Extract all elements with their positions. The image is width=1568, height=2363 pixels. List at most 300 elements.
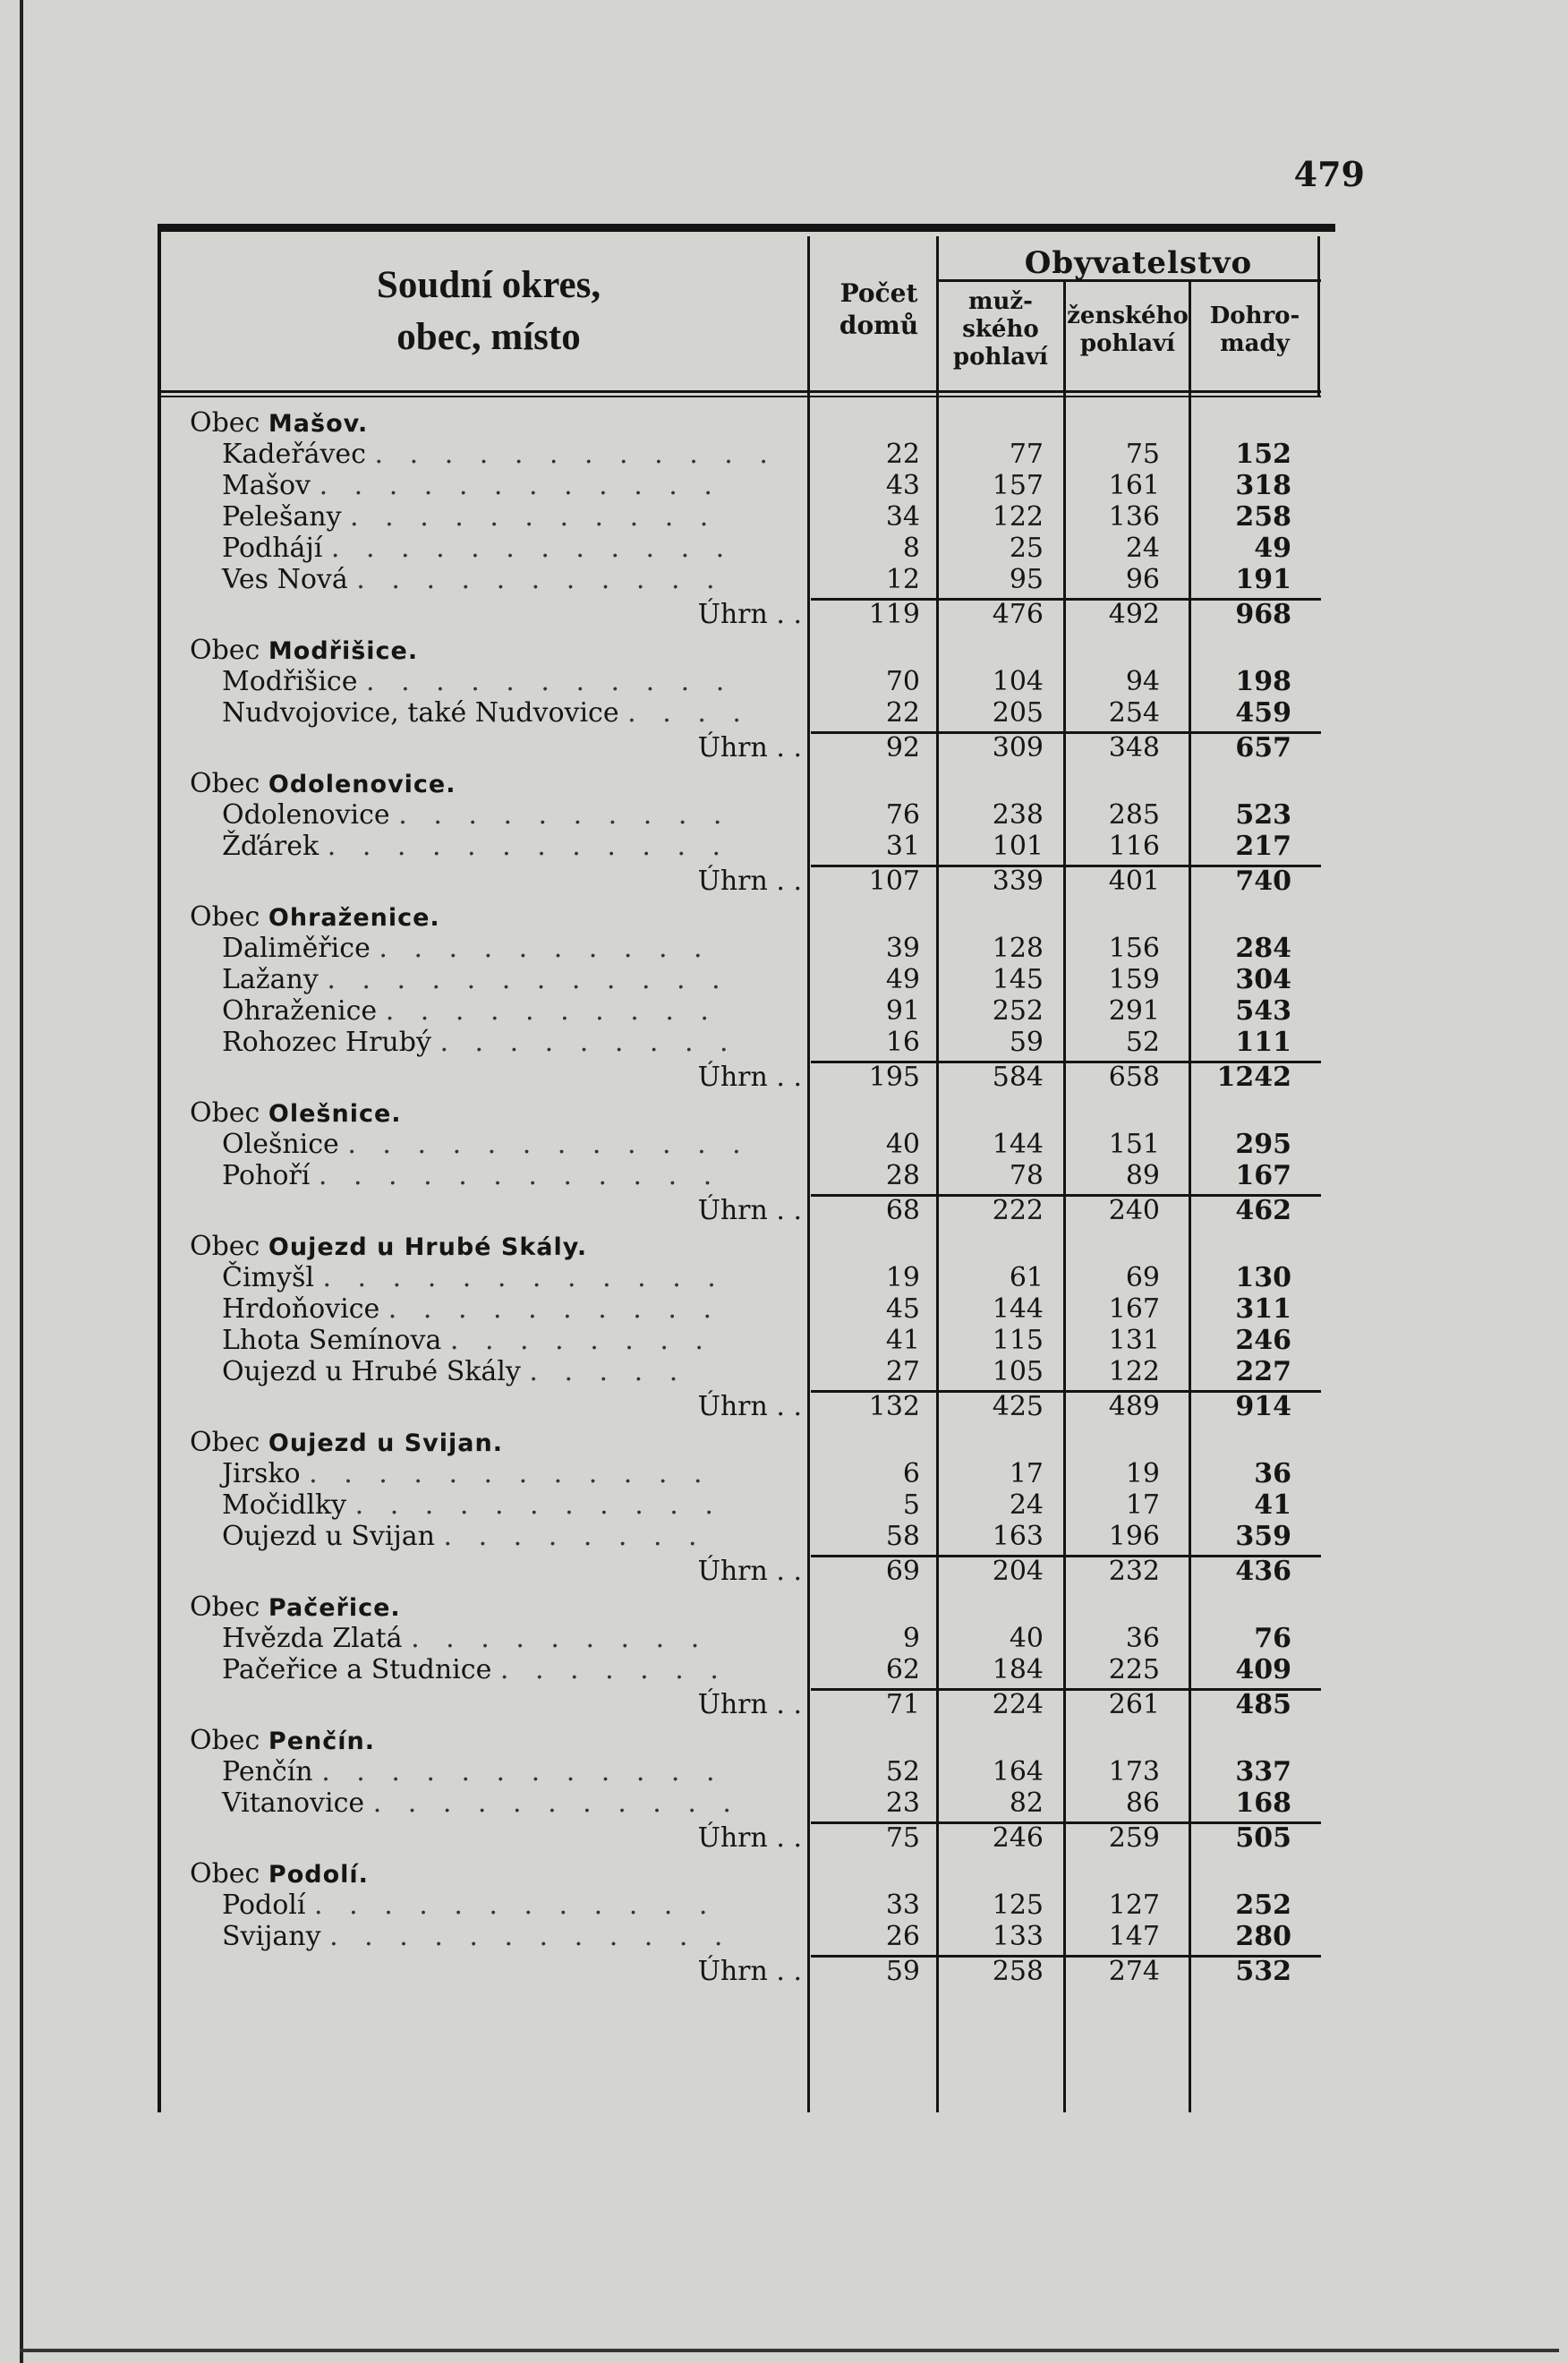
cell-celkem: 280 — [1235, 1921, 1291, 1952]
cell-celkem: 36 — [1254, 1458, 1291, 1489]
table-row — [158, 501, 1335, 533]
total-label: Úhrn . . — [697, 866, 802, 897]
cell-muzi: 224 — [992, 1689, 1044, 1720]
cell-muzi: 105 — [992, 1356, 1044, 1387]
cell-zeny: 285 — [1108, 799, 1160, 831]
place-label — [222, 1262, 725, 1293]
cell-domy: 68 — [885, 1195, 920, 1226]
total-label: Úhrn . . — [697, 1195, 802, 1226]
cell-celkem: 227 — [1235, 1356, 1291, 1387]
cell-domy: 34 — [885, 501, 920, 533]
cell-muzi: 258 — [992, 1956, 1044, 1987]
cell-zeny: 291 — [1108, 995, 1160, 1027]
place-name: Penčín — [222, 1756, 313, 1787]
total-row — [158, 1685, 1335, 1725]
cell-celkem: 318 — [1235, 470, 1291, 501]
cell-celkem: 168 — [1235, 1787, 1291, 1819]
cell-domy: 75 — [885, 1822, 920, 1854]
cell-domy: 49 — [885, 964, 920, 995]
cell-celkem: 76 — [1254, 1623, 1291, 1654]
cell-muzi: 59 — [1009, 1027, 1044, 1058]
cell-celkem: 284 — [1235, 933, 1291, 964]
place-label — [222, 1654, 728, 1685]
table-row — [158, 1356, 1335, 1387]
cell-muzi: 25 — [1009, 533, 1044, 564]
cell-muzi: 101 — [992, 831, 1044, 862]
table-row — [158, 799, 1335, 831]
cell-muzi: 584 — [992, 1062, 1044, 1093]
place-label — [222, 995, 718, 1027]
cell-celkem: 304 — [1235, 964, 1291, 995]
cell-muzi: 184 — [992, 1654, 1044, 1685]
table-row — [158, 666, 1335, 697]
group-name: Ohraženice. — [268, 904, 440, 932]
total-label: Úhrn . . — [697, 1062, 802, 1093]
cell-celkem: 462 — [1235, 1195, 1291, 1226]
place-label — [222, 1890, 716, 1921]
group-prefix: Obec — [190, 1725, 260, 1756]
leader-dots: . . . . . . . . . . — [379, 933, 712, 964]
cell-domy: 6 — [902, 1458, 920, 1489]
place-label — [222, 533, 733, 564]
cell-celkem: 246 — [1235, 1325, 1291, 1356]
total-row — [158, 1819, 1335, 1858]
cell-celkem: 485 — [1235, 1689, 1291, 1720]
header-sub-line: pohlaví — [1079, 330, 1176, 357]
total-row — [158, 1952, 1335, 1992]
place-label — [222, 666, 733, 697]
cell-zeny: 173 — [1108, 1756, 1160, 1787]
header-pocet-domu — [807, 277, 950, 342]
cell-muzi: 144 — [992, 1293, 1044, 1325]
group-header-row — [158, 1858, 1335, 1890]
cell-celkem: 740 — [1235, 866, 1291, 897]
table-row — [158, 1890, 1335, 1921]
cell-muzi: 78 — [1009, 1160, 1044, 1191]
page-number: 479 — [1293, 154, 1365, 194]
group-prefix: Obec — [190, 407, 260, 439]
total-label: Úhrn . . — [697, 1391, 802, 1422]
cell-domy: 16 — [885, 1027, 920, 1058]
group-header-row — [158, 1725, 1335, 1756]
cell-zeny: 89 — [1125, 1160, 1160, 1191]
place-label — [222, 1458, 712, 1489]
cell-domy: 91 — [885, 995, 920, 1027]
leader-dots: . . . . . . . . . . . . — [314, 1890, 717, 1921]
cell-muzi: 125 — [992, 1890, 1044, 1921]
place-label — [222, 964, 729, 995]
group-label — [190, 1858, 369, 1890]
cell-zeny: 159 — [1108, 964, 1160, 995]
cell-muzi: 128 — [992, 933, 1044, 964]
cell-zeny: 86 — [1125, 1787, 1160, 1819]
place-label — [222, 1521, 706, 1552]
place-name: Nudvojovice, také Nudvovice — [222, 697, 619, 729]
cell-celkem: 523 — [1235, 799, 1291, 831]
leader-dots: . . . . . . . . . . — [388, 1293, 720, 1325]
place-name: Vitanovice — [222, 1787, 365, 1819]
cell-celkem: 914 — [1235, 1391, 1291, 1422]
cell-muzi: 252 — [992, 995, 1044, 1027]
cell-domy: 69 — [885, 1556, 920, 1587]
cell-domy: 107 — [868, 866, 920, 897]
cell-zeny: 225 — [1108, 1654, 1160, 1685]
group-header-row — [158, 407, 1335, 439]
leader-dots: . . . . . . . . . . — [398, 799, 731, 831]
place-label — [222, 1293, 720, 1325]
cell-muzi: 122 — [992, 501, 1044, 533]
cell-zeny: 19 — [1125, 1458, 1160, 1489]
header-zenskeho — [1065, 303, 1190, 358]
cell-celkem: 252 — [1235, 1890, 1291, 1921]
place-name: Hvězda Zlatá — [222, 1623, 403, 1654]
population-table — [158, 224, 1335, 2112]
cell-celkem: 436 — [1235, 1556, 1291, 1587]
header-bottom-rule-2 — [158, 396, 1321, 397]
group-label — [190, 1591, 401, 1624]
cell-zeny: 36 — [1125, 1623, 1160, 1654]
total-row — [158, 862, 1335, 901]
cell-domy: 27 — [885, 1356, 920, 1387]
place-name: Pohoří — [222, 1160, 311, 1191]
cell-celkem: 167 — [1235, 1160, 1291, 1191]
cell-domy: 92 — [885, 732, 920, 763]
table-top-rule — [158, 224, 1335, 232]
group-label — [190, 1725, 375, 1757]
table-row — [158, 1160, 1335, 1191]
cell-zeny: 24 — [1125, 533, 1160, 564]
header-sub-line: Dohro- — [1209, 303, 1300, 329]
table-row — [158, 1027, 1335, 1058]
table-row — [158, 564, 1335, 595]
place-label — [222, 439, 777, 470]
cell-zeny: 94 — [1125, 666, 1160, 697]
table-body — [158, 407, 1335, 1992]
group-prefix: Obec — [190, 1591, 260, 1623]
total-row — [158, 1552, 1335, 1591]
place-label — [222, 1756, 724, 1787]
header-title — [184, 260, 793, 363]
cell-zeny: 348 — [1108, 732, 1160, 763]
leader-dots: . . . . . . . . . . — [385, 995, 718, 1027]
cell-zeny: 658 — [1108, 1062, 1160, 1093]
cell-domy: 43 — [885, 470, 920, 501]
cell-muzi: 115 — [992, 1325, 1044, 1356]
group-label — [190, 1097, 402, 1130]
leader-dots: . . . . . . . . . — [411, 1623, 709, 1654]
cell-muzi: 157 — [992, 470, 1044, 501]
place-label — [222, 1787, 740, 1819]
cell-muzi: 145 — [992, 964, 1044, 995]
total-row — [158, 1191, 1335, 1231]
cell-muzi: 163 — [992, 1521, 1044, 1552]
cell-domy: 41 — [885, 1325, 920, 1356]
cell-muzi: 339 — [992, 866, 1044, 897]
place-name: Odolenovice — [222, 799, 390, 831]
cell-celkem: 49 — [1254, 533, 1291, 564]
cell-celkem: 198 — [1235, 666, 1291, 697]
total-label: Úhrn . . — [697, 1822, 802, 1854]
table-row — [158, 1521, 1335, 1552]
cell-muzi: 425 — [992, 1391, 1044, 1422]
cell-celkem: 1242 — [1216, 1062, 1291, 1093]
cell-domy: 70 — [885, 666, 920, 697]
cell-celkem: 657 — [1235, 732, 1291, 763]
cell-muzi: 246 — [992, 1822, 1044, 1854]
cell-muzi: 82 — [1009, 1787, 1044, 1819]
place-name: Lažany — [222, 964, 319, 995]
cell-zeny: 196 — [1108, 1521, 1160, 1552]
cell-domy: 9 — [902, 1623, 920, 1654]
place-label — [222, 831, 729, 862]
group-prefix: Obec — [190, 1858, 260, 1890]
place-name: Ves Nová — [222, 564, 348, 595]
leader-dots: . . . . . . . . . — [439, 1027, 737, 1058]
header-sub-line: mady — [1220, 330, 1290, 357]
place-label — [222, 1325, 712, 1356]
table-row — [158, 1489, 1335, 1521]
header-obyvatelstvo: Obyvatelstvo — [1024, 245, 1253, 281]
table-row — [158, 1654, 1335, 1685]
header-title-line: Soudní okres, — [376, 264, 601, 306]
cell-zeny: 261 — [1108, 1689, 1160, 1720]
cell-muzi: 61 — [1009, 1262, 1044, 1293]
place-label — [222, 501, 717, 533]
cell-domy: 22 — [885, 697, 920, 729]
place-name: Svijany — [222, 1921, 321, 1952]
leader-dots: . . . . . . . . . . . — [354, 1489, 722, 1521]
group-name: Oujezd u Hrubé Skály. — [268, 1233, 588, 1261]
leader-dots: . . . . . . . . . . . . — [374, 439, 777, 470]
leader-dots: . . . . . . . . . . . . — [327, 964, 729, 995]
group-header-row — [158, 1231, 1335, 1262]
table-row — [158, 1787, 1335, 1819]
leader-dots: . . . . . — [529, 1356, 687, 1387]
cell-domy: 26 — [885, 1921, 920, 1952]
place-name: Hrdoňovice — [222, 1293, 380, 1325]
place-label — [222, 933, 712, 964]
table-row — [158, 697, 1335, 729]
leader-dots: . . . . . . . . . . . — [366, 666, 734, 697]
cell-celkem: 337 — [1235, 1756, 1291, 1787]
cell-muzi: 205 — [992, 697, 1044, 729]
cell-muzi: 17 — [1009, 1458, 1044, 1489]
place-name: Oujezd u Hrubé Skály — [222, 1356, 521, 1387]
header-pocet-line: Počet — [839, 278, 918, 308]
table-row — [158, 933, 1335, 964]
header-sub-line: muž- — [968, 288, 1033, 315]
cell-muzi: 222 — [992, 1195, 1044, 1226]
cell-celkem: 191 — [1235, 564, 1291, 595]
group-label — [190, 407, 368, 439]
cell-zeny: 274 — [1108, 1956, 1160, 1987]
group-header-row — [158, 1591, 1335, 1623]
place-label — [222, 1489, 722, 1521]
leader-dots: . . . . . . . . . . . — [350, 501, 718, 533]
cell-celkem: 359 — [1235, 1521, 1291, 1552]
group-prefix: Obec — [190, 901, 260, 933]
header-dohromady — [1190, 303, 1319, 358]
group-name: Pačeřice. — [268, 1594, 401, 1622]
cell-domy: 119 — [868, 599, 920, 630]
group-prefix: Obec — [190, 1427, 260, 1458]
group-name: Oujezd u Svijan. — [268, 1429, 503, 1457]
leader-dots: . . . . . . . . — [449, 1325, 712, 1356]
group-header-row — [158, 1427, 1335, 1458]
group-name: Modřišice. — [268, 637, 419, 665]
cell-muzi: 133 — [992, 1921, 1044, 1952]
group-prefix: Obec — [190, 1231, 260, 1262]
group-name: Podolí. — [268, 1861, 369, 1889]
cell-zeny: 147 — [1108, 1921, 1160, 1952]
header-pocet-line: domů — [839, 311, 919, 340]
place-name: Rohozec Hrubý — [222, 1027, 431, 1058]
place-name: Oujezd u Svijan — [222, 1521, 435, 1552]
table-row — [158, 439, 1335, 470]
cell-zeny: 401 — [1108, 866, 1160, 897]
place-name: Modřišice — [222, 666, 358, 697]
cell-domy: 33 — [885, 1890, 920, 1921]
group-name: Odolenovice. — [268, 771, 456, 798]
table-row — [158, 470, 1335, 501]
group-label — [190, 635, 418, 667]
cell-muzi: 309 — [992, 732, 1044, 763]
table-row — [158, 1623, 1335, 1654]
place-name: Daliměřice — [222, 933, 371, 964]
group-name: Olešnice. — [268, 1100, 402, 1128]
total-label: Úhrn . . — [697, 1956, 802, 1987]
cell-zeny: 232 — [1108, 1556, 1160, 1587]
cell-celkem: 217 — [1235, 831, 1291, 862]
cell-zeny: 116 — [1108, 831, 1160, 862]
leader-dots: . . . . . . . . . . . — [372, 1787, 740, 1819]
cell-domy: 19 — [885, 1262, 920, 1293]
place-name: Žďárek — [222, 831, 320, 862]
cell-zeny: 122 — [1108, 1356, 1160, 1387]
cell-celkem: 258 — [1235, 501, 1291, 533]
table-row — [158, 1458, 1335, 1489]
place-name: Pelešany — [222, 501, 342, 533]
table-row — [158, 964, 1335, 995]
cell-celkem: 41 — [1254, 1489, 1291, 1521]
group-prefix: Obec — [190, 768, 260, 799]
cell-zeny: 131 — [1108, 1325, 1160, 1356]
cell-domy: 71 — [885, 1689, 920, 1720]
cell-celkem: 409 — [1235, 1654, 1291, 1685]
cell-muzi: 164 — [992, 1756, 1044, 1787]
header-sub-line: ženského — [1067, 303, 1189, 329]
group-label — [190, 1231, 587, 1263]
cell-muzi: 40 — [1009, 1623, 1044, 1654]
cell-zeny: 161 — [1108, 470, 1160, 501]
cell-celkem: 311 — [1235, 1293, 1291, 1325]
table-row — [158, 1325, 1335, 1356]
total-label: Úhrn . . — [697, 1689, 802, 1720]
cell-domy: 23 — [885, 1787, 920, 1819]
group-name: Penčín. — [268, 1727, 375, 1755]
cell-celkem: 968 — [1235, 599, 1291, 630]
leader-dots: . . . . . . . . . . . . — [347, 1129, 750, 1160]
cell-celkem: 532 — [1235, 1956, 1291, 1987]
cell-domy: 28 — [885, 1160, 920, 1191]
cell-domy: 76 — [885, 799, 920, 831]
cell-domy: 62 — [885, 1654, 920, 1685]
header-sub-line: ského — [962, 316, 1039, 343]
cell-celkem: 111 — [1235, 1027, 1291, 1058]
total-row — [158, 729, 1335, 768]
place-label — [222, 697, 750, 729]
place-name: Ohraženice — [222, 995, 378, 1027]
cell-muzi: 238 — [992, 799, 1044, 831]
total-row — [158, 1058, 1335, 1097]
cell-domy: 31 — [885, 831, 920, 862]
place-label — [222, 1356, 686, 1387]
group-prefix: Obec — [190, 1097, 260, 1129]
cell-celkem: 295 — [1235, 1129, 1291, 1160]
cell-muzi: 95 — [1009, 564, 1044, 595]
place-name: Olešnice — [222, 1129, 339, 1160]
cell-domy: 5 — [902, 1489, 920, 1521]
cell-zeny: 492 — [1108, 599, 1160, 630]
cell-domy: 39 — [885, 933, 920, 964]
cell-celkem: 152 — [1235, 439, 1291, 470]
cell-zeny: 156 — [1108, 933, 1160, 964]
leader-dots: . . . . . . . . . . . . — [321, 1756, 724, 1787]
place-name: Lhota Semínova — [222, 1325, 442, 1356]
cell-zeny: 17 — [1125, 1489, 1160, 1521]
place-name: Pačeřice a Studnice — [222, 1654, 492, 1685]
header-title-line: obec, místo — [396, 316, 581, 358]
cell-zeny: 96 — [1125, 564, 1160, 595]
cell-muzi: 204 — [992, 1556, 1044, 1587]
place-name: Mašov — [222, 470, 311, 501]
cell-domy: 195 — [868, 1062, 920, 1093]
header-sub-line: pohlaví — [952, 344, 1049, 371]
cell-zeny: 136 — [1108, 501, 1160, 533]
leader-dots: . . . . . . . . . . . . — [319, 470, 721, 501]
header-muzskeho — [938, 288, 1063, 371]
total-row — [158, 595, 1335, 635]
table-row — [158, 1756, 1335, 1787]
leader-dots: . . . . — [627, 697, 750, 729]
leader-dots: . . . . . . . . . . . . — [327, 831, 730, 862]
group-header-row — [158, 768, 1335, 799]
table-row — [158, 1293, 1335, 1325]
group-name: Mašov. — [268, 410, 369, 438]
group-label — [190, 768, 456, 800]
group-prefix: Obec — [190, 635, 260, 666]
cell-domy: 22 — [885, 439, 920, 470]
place-label — [222, 564, 724, 595]
table-row — [158, 1921, 1335, 1952]
group-label — [190, 901, 440, 934]
total-label: Úhrn . . — [697, 599, 802, 630]
header-bottom-rule — [158, 390, 1321, 393]
leader-dots: . . . . . . . — [499, 1654, 728, 1685]
place-label — [222, 1921, 731, 1952]
total-row — [158, 1387, 1335, 1427]
table-row — [158, 995, 1335, 1027]
cell-celkem: 505 — [1235, 1822, 1291, 1854]
cell-celkem: 459 — [1235, 697, 1291, 729]
place-label — [222, 1027, 737, 1058]
cell-muzi: 476 — [992, 599, 1044, 630]
leader-dots: . . . . . . . . . . . . — [329, 1921, 732, 1952]
cell-muzi: 104 — [992, 666, 1044, 697]
cell-domy: 45 — [885, 1293, 920, 1325]
place-name: Podhájí — [222, 533, 323, 564]
cell-zeny: 151 — [1108, 1129, 1160, 1160]
